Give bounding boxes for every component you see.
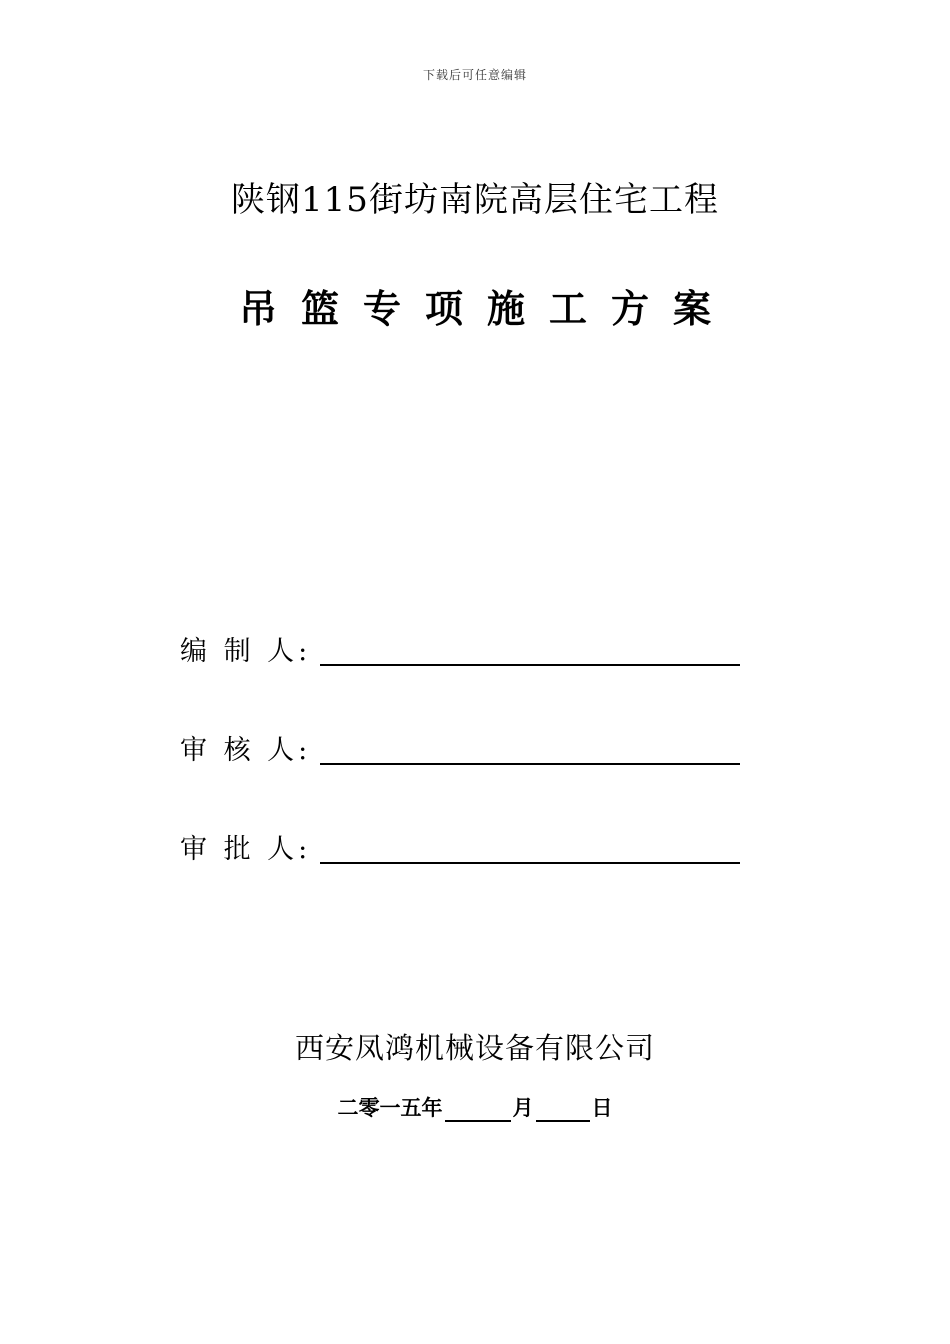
document-title: 吊篮专项施工方案 [238, 286, 735, 331]
signature-row-compiler [180, 628, 740, 668]
date-day-label: 日 [591, 1095, 613, 1120]
signature-row-reviewer [180, 727, 740, 767]
date-year: 二零一五年 [337, 1095, 443, 1120]
company-name: 西安凤鸿机械设备有限公司 [294, 1031, 655, 1065]
header-note: 下载后可任意编辑 [422, 68, 527, 82]
signature-line-compiler [320, 634, 740, 666]
signature-label-approver: 审 批 人: [180, 834, 312, 865]
signature-label-compiler: 编 制 人: [180, 636, 312, 667]
signature-label-reviewer: 审 核 人: [180, 735, 312, 766]
signature-line-approver [320, 832, 740, 864]
date-month-label: 月 [512, 1095, 534, 1120]
project-title: 陕钢115街坊南院高层住宅工程 [231, 180, 719, 220]
signature-line-reviewer [320, 733, 740, 765]
signature-row-approver [180, 826, 740, 866]
date-line [0, 1092, 950, 1122]
date-day-blank [536, 1098, 590, 1122]
date-month-blank [445, 1098, 511, 1122]
